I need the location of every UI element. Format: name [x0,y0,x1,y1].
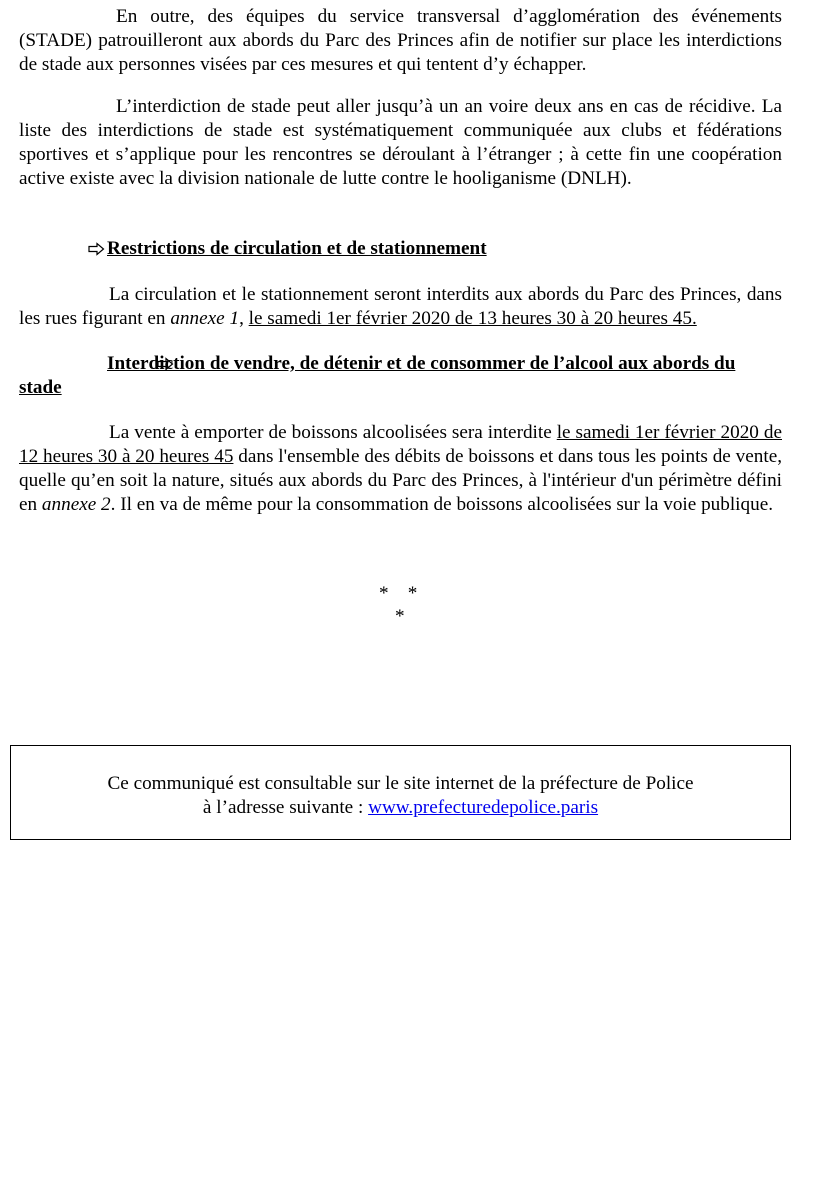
arrow-right-icon [88,237,107,261]
prefecture-website-link[interactable]: www.prefecturedepolice.paris [368,797,599,818]
paragraph-traffic [19,283,782,331]
separator-stars-row2: * [395,606,405,627]
alcohol-text-a: La vente à emporter de boissons alcoolisées sera interdite [109,422,557,443]
alcohol-date: le samedi 1er février 2020 de 12 heures 30 à 20 heures 45 [19,422,782,467]
traffic-text-b: , [239,308,249,329]
section-heading-alcohol [19,352,782,400]
annex-2-reference: annexe 2 [41,494,111,515]
separator-stars-row1: * * [379,583,418,604]
paragraph-stadium-ban: L’interdiction de stade peut aller jusqu’à un an voire deux ans en cas de récidive. La liste des interdictions de stade est systématiquement communiquée aux clubs et fédérations sportives et s’applique pour les rencontres se déroulant à l’étranger ; à cette fin une coopération active existe avec la division nationale de lutte contre le hooliganisme (DNLH). [19,96,782,189]
notice-box [10,745,791,840]
annex-1-reference: annexe 1 [170,308,240,329]
section-heading-traffic [88,237,788,261]
alcohol-text-b: dans l'ensemble des débits de boissons et dans tous les points de vente, quelle qu’en soit la nature, situés aux abords du Parc des Princes, à l'intérieur d'un périmètre défini en [19,446,783,515]
paragraph-alcohol [19,421,782,517]
alcohol-text-c: . Il en va de même pour la consommation de boissons alcoolisées sur la voie publique. [110,494,774,515]
section-heading-alcohol-text: Interdiction de vendre, de détenir et de consommer de l’alcool aux abords du stade [19,353,736,398]
notice-line-2-prefix: à l’adresse suivante : [202,797,369,818]
traffic-text-a: La circulation et le stationnement seront interdits aux abords du Parc des Princes, dans les rues figurant en [19,284,782,329]
paragraph-stade-patrols: En outre, des équipes du service transversal d’agglomération des événements (STADE) patrouilleront aux abords du Parc des Princes afin de notifier sur place les interdictions de stade aux personnes visées par ces mesures et qui tentent d’y échapper. [19,6,782,75]
section-heading-traffic-text: Restrictions de circulation et de stationnement [107,238,487,259]
notice-line-1: Ce communiqué est consultable sur le site internet de la préfecture de Police [107,773,694,794]
arrow-right-icon [88,352,107,376]
notice-line-2 [11,796,790,820]
traffic-date: le samedi 1er février 2020 de 13 heures 30 à 20 heures 45. [248,308,697,329]
